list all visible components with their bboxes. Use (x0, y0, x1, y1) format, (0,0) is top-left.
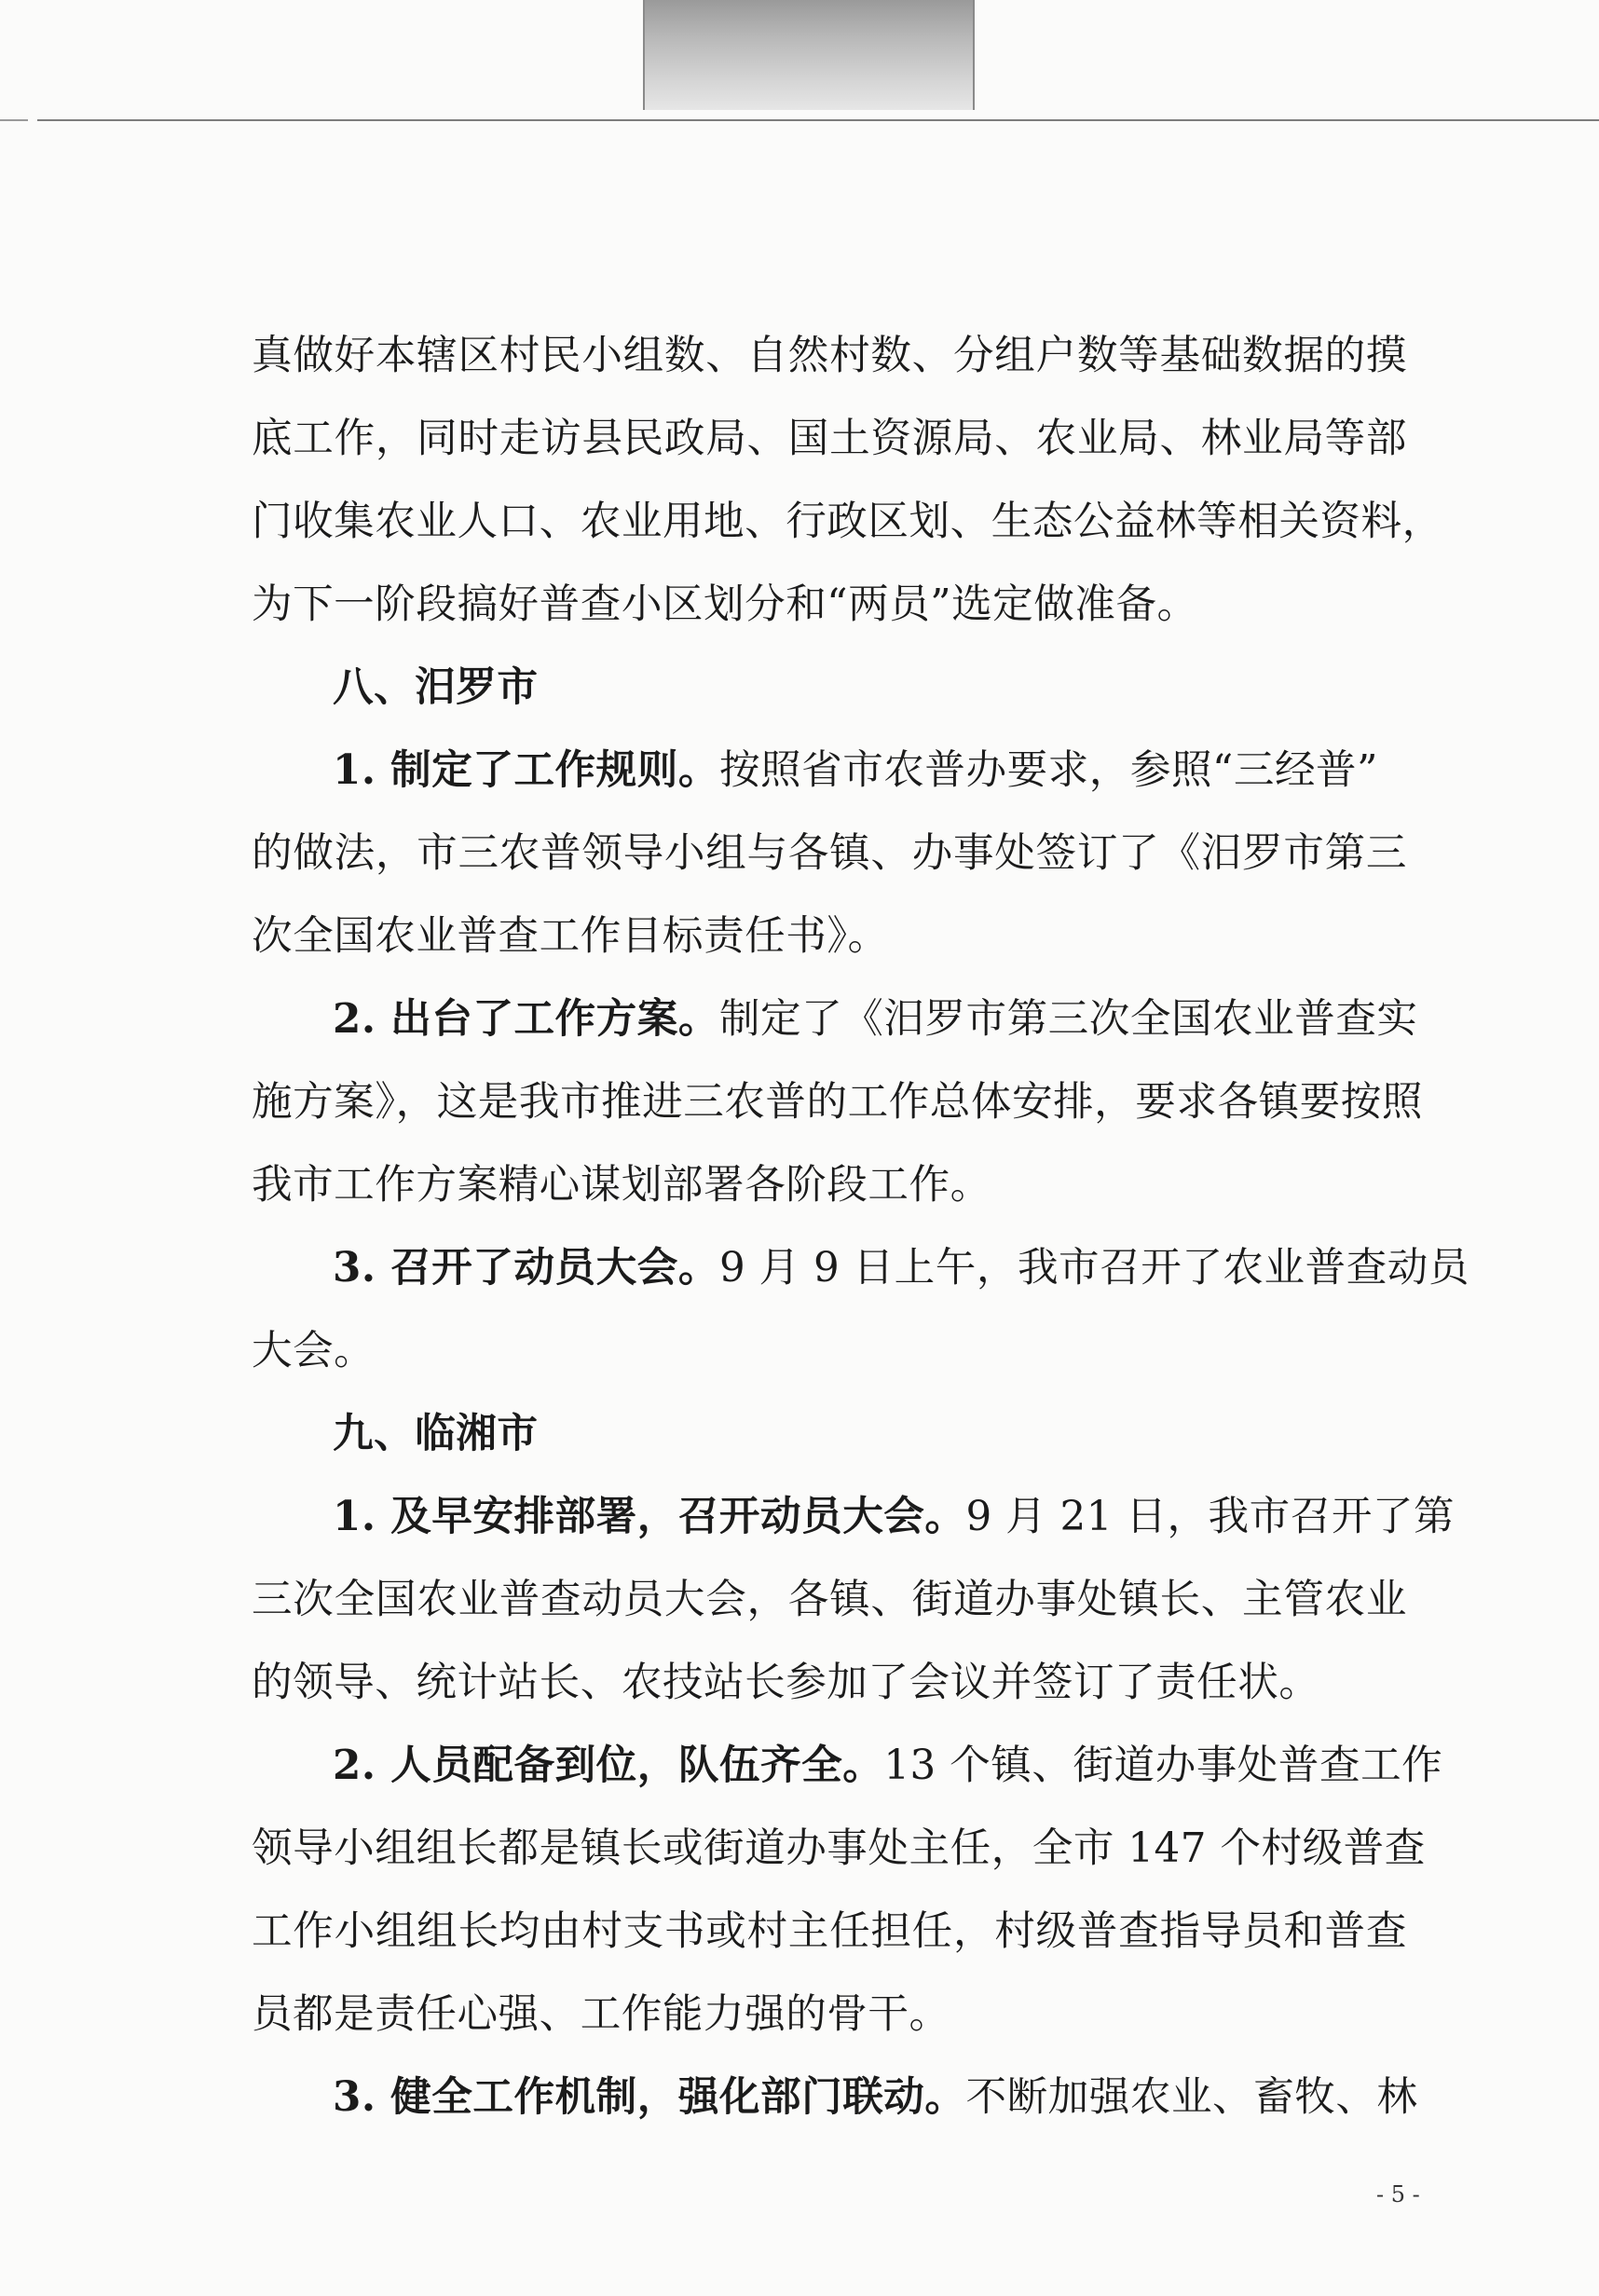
linxiang-item-2-line-2: 领导小组组长都是镇长或街道办事处主任，全市 147 个村级普查 (252, 1825, 1426, 1872)
intro-line-2: 底工作，同时走访县民政局、国土资源局、农业局、林业局等部 (252, 416, 1407, 462)
miluo-item-2-line-2: 施方案》，这是我市推进三农普的工作总体安排，要求各镇要按照 (252, 1079, 1423, 1126)
linxiang-item-3-rest: 不断加强农业、畜牧、林 (965, 2074, 1418, 2121)
miluo-item-1-lead: 1. 制定了工作规则。 (333, 746, 719, 794)
miluo-item-1-line-3: 次全国农业普查工作目标责任书》。 (252, 913, 889, 960)
miluo-item-2-line-1 (333, 996, 1418, 1043)
intro-line-1: 真做好本辖区村民小组数、自然村数、分组户数等基础数据的摸 (252, 333, 1407, 379)
linxiang-item-2-rest: 13 个镇、街道办事处普查工作 (883, 1742, 1443, 1789)
miluo-item-3-line-1 (333, 1245, 1469, 1292)
miluo-item-3-line-2: 大会。 (252, 1328, 376, 1374)
scan-edge-line-left (0, 119, 28, 121)
intro-line-3: 门收集农业人口、农业用地、行政区划、生态公益林等相关资料， (252, 499, 1443, 545)
linxiang-item-1-lead: 1. 及早安排部署，召开动员大会。 (333, 1493, 966, 1540)
linxiang-item-3-line-1 (333, 2074, 1418, 2121)
linxiang-item-3-lead: 3. 健全工作机制，强化部门联动。 (333, 2073, 966, 2121)
miluo-item-1-line-1 (333, 747, 1378, 794)
scanner-clip-shadow (643, 0, 975, 110)
linxiang-item-2-line-1 (333, 1742, 1442, 1789)
linxiang-item-1-line-3: 的领导、统计站长、农技站长参加了会议并签订了责任状。 (252, 1660, 1320, 1706)
page-number: - 5 - (1376, 2181, 1420, 2207)
miluo-item-1-line-2: 的做法，市三农普领导小组与各镇、办事处签订了《汨罗市第三 (252, 830, 1407, 877)
scan-edge-line (37, 119, 1599, 121)
miluo-item-2-line-3: 我市工作方案精心谋划部署各阶段工作。 (252, 1162, 991, 1209)
section-heading-linxiang: 九、临湘市 (333, 1411, 539, 1457)
miluo-item-2-lead: 2. 出台了工作方案。 (333, 995, 719, 1043)
intro-line-4: 为下一阶段搞好普查小区划分和“两员”选定做准备。 (252, 581, 1198, 628)
linxiang-item-2-line-3: 工作小组组长均由村支书或村主任担任，村级普查指导员和普查 (252, 1908, 1407, 1955)
miluo-item-2-rest: 制定了《汨罗市第三次全国农业普查实 (718, 996, 1418, 1043)
linxiang-item-2-line-4: 员都是责任心强、工作能力强的骨干。 (252, 1991, 950, 2038)
linxiang-item-1-line-2: 三次全国农业普查动员大会，各镇、街道办事处镇长、主管农业 (252, 1577, 1407, 1623)
linxiang-item-2-lead: 2. 人员配备到位，队伍齐全。 (333, 1742, 884, 1789)
miluo-item-1-rest: 按照省市农普办要求，参照“三经普” (718, 747, 1378, 794)
miluo-item-3-lead: 3. 召开了动员大会。 (333, 1244, 719, 1292)
linxiang-item-1-rest: 9 月 21 日，我市召开了第 (965, 1494, 1456, 1540)
section-heading-miluo: 八、汨罗市 (333, 664, 539, 711)
linxiang-item-1-line-1 (333, 1494, 1455, 1540)
miluo-item-3-rest: 9 月 9 日上午，我市召开了农业普查动员 (718, 1245, 1469, 1292)
